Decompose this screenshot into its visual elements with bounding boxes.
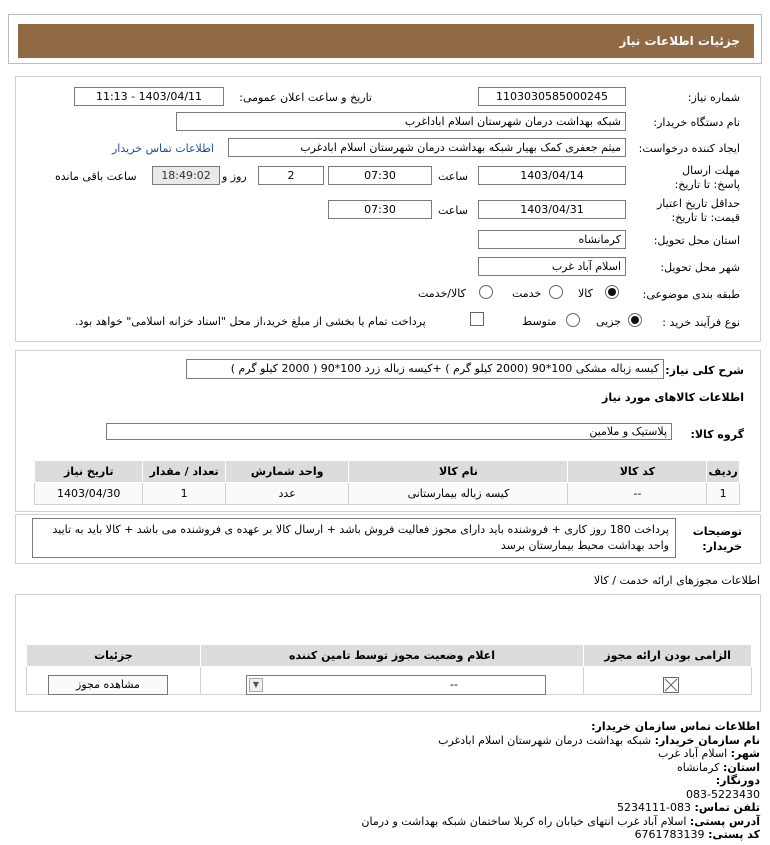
city-label: شهر محل تحویل: — [660, 261, 740, 274]
goods-group-field[interactable]: پلاستیک و ملامین — [106, 423, 672, 440]
deadline-date-field[interactable]: 1403/04/14 — [478, 166, 626, 185]
permit-status-select[interactable] — [246, 675, 546, 695]
contact-org-line: نام سازمان خریدار: شبکه بهداشت درمان شهرستان اسلام ابادغرب — [438, 733, 760, 747]
requester-label: ایجاد کننده درخواست: — [638, 142, 740, 155]
buyer-contact-link[interactable]: اطلاعات تماس خریدار — [112, 142, 214, 155]
category-service-label: خدمت — [512, 287, 542, 300]
contact-fax-value: 083-5223430 — [686, 787, 760, 801]
category-label: طبقه بندی موضوعی: — [642, 288, 740, 301]
goods-table-header — [35, 461, 740, 483]
permit-status-col: اعلام وضعیت مجوز توسط تامین کننده — [200, 645, 583, 667]
goods-table — [34, 460, 740, 505]
announce-field[interactable]: 1403/04/11 - 11:13 — [74, 87, 224, 106]
row-qty: 1 — [143, 483, 225, 505]
days-label: روز و — [222, 170, 247, 183]
need-number-label: شماره نیاز: — [687, 91, 740, 104]
contact-postal-line: کد پستی: 6761783139 — [634, 828, 760, 841]
validity-label: حداقل تاریخ اعتبار قیمت: تا تاریخ: — [656, 197, 740, 224]
category-goods-service-label: کالا/خدمت — [418, 287, 466, 300]
goods-group-label: گروه کالا: — [690, 428, 744, 441]
row-code: -- — [568, 483, 707, 505]
contact-province-line: استان: کرمانشاه — [676, 760, 760, 774]
contact-title: اطلاعات تماس سازمان خریدار: — [591, 720, 760, 733]
row-name: کیسه زباله بیمارستانی — [349, 483, 568, 505]
remaining-label: ساعت باقی مانده — [55, 170, 137, 183]
permit-required-checkbox[interactable] — [663, 677, 679, 693]
deadline-time-label: ساعت — [438, 170, 468, 183]
col-code: کد کالا — [568, 461, 707, 483]
permit-details-col: جزئیات — [27, 645, 201, 667]
col-name: نام کالا — [349, 461, 568, 483]
permits-table-header — [27, 645, 752, 667]
category-service-radio[interactable] — [549, 285, 563, 299]
treasury-checkbox[interactable] — [470, 312, 484, 326]
contact-phone-line: تلفن تماس: 083-5234111 — [617, 801, 760, 814]
validity-date-field[interactable]: 1403/04/31 — [478, 200, 626, 219]
buyer-notes-text: پرداخت 180 روز کاری + فروشنده باید دارای مجوز فعالیت فروش باشد + ارسال کالا بر عهده ی فروشنده می باشد + کالا باید به تایید واحد بهداشت محیط بیمارستان برسد — [32, 518, 676, 558]
col-row: ردیف — [707, 461, 740, 483]
process-minor-label: جزیی — [596, 315, 622, 328]
summary-field[interactable]: کیسه زباله مشکی 100*90 (2000 کیلو گرم ) +کیسه زباله زرد 100*90 ( 2000 کیلو گرم ) — [186, 359, 664, 379]
deadline-label: مهلت ارسال پاسخ: تا تاریخ: — [674, 164, 740, 191]
summary-label: شرح کلی نیاز: — [665, 364, 744, 377]
need-number-field[interactable]: 1103030585000245 — [478, 87, 626, 106]
col-qty: تعداد / مقدار — [143, 461, 225, 483]
requester-field[interactable]: میثم جعفری کمک بهیار شبکه بهداشت درمان شهرستان اسلام ابادغرب — [228, 138, 626, 157]
chevron-down-icon: ▼ — [249, 678, 263, 692]
validity-time-label: ساعت — [438, 204, 468, 217]
province-label: استان محل تحویل: — [653, 234, 740, 247]
buyer-notes-label: توضیحات خریدار: — [692, 525, 742, 553]
goods-info-title: اطلاعات کالاهای مورد نیاز — [602, 391, 744, 404]
page-header — [8, 14, 762, 64]
process-minor-radio[interactable] — [628, 313, 642, 327]
validity-time-field[interactable]: 07:30 — [328, 200, 432, 219]
process-label: نوع فرآیند خرید : — [662, 316, 740, 329]
days-field[interactable]: 2 — [258, 166, 324, 185]
cross-icon — [664, 678, 678, 692]
category-goods-radio[interactable] — [605, 285, 619, 299]
category-goods-service-radio[interactable] — [479, 285, 493, 299]
row-number: 1 — [707, 483, 740, 505]
buyer-org-label: نام دستگاه خریدار: — [653, 116, 740, 129]
deadline-time-field[interactable]: 07:30 — [328, 166, 432, 185]
process-medium-label: متوسط — [522, 315, 557, 328]
contact-city-line: شهر: اسلام آباد غرب — [657, 747, 760, 760]
announce-label: تاریخ و ساعت اعلان عمومی: — [239, 91, 372, 104]
row-date: 1403/04/30 — [35, 483, 143, 505]
contact-address-line: آدرس پستی: اسلام آباد غرب انتهای خیابان راه کربلا ساختمان شبکه بهداشت و درمان — [361, 814, 760, 828]
buyer-org-field[interactable]: شبکه بهداشت درمان شهرستان اسلام اباداغرب — [176, 112, 626, 131]
view-permit-button[interactable]: مشاهده مجوز — [48, 675, 168, 695]
table-row[interactable] — [35, 483, 740, 505]
treasury-text: پرداخت تمام یا بخشی از مبلغ خرید،از محل "اسناد خزانه اسلامی" خواهد بود. — [75, 315, 426, 328]
permits-title: اطلاعات مجوزهای ارائه خدمت / کالا — [593, 574, 760, 587]
city-field[interactable]: اسلام آباد غرب — [478, 257, 626, 276]
permit-required-col: الزامی بودن ارائه مجوز — [584, 645, 752, 667]
remaining-time-field: 18:49:02 — [152, 166, 220, 185]
province-field[interactable]: کرمانشاه — [478, 230, 626, 249]
row-unit: عدد — [225, 483, 349, 505]
permit-status-value: -- — [450, 678, 458, 691]
page-title: جزئیات اطلاعات نیاز — [18, 24, 754, 58]
buyer-contact-info — [20, 720, 760, 842]
category-goods-label: کالا — [578, 287, 593, 300]
col-unit: واحد شمارش — [225, 461, 349, 483]
col-date: تاریخ نیاز — [35, 461, 143, 483]
process-medium-radio[interactable] — [566, 313, 580, 327]
contact-fax-line: دورنگار: — [715, 774, 760, 787]
